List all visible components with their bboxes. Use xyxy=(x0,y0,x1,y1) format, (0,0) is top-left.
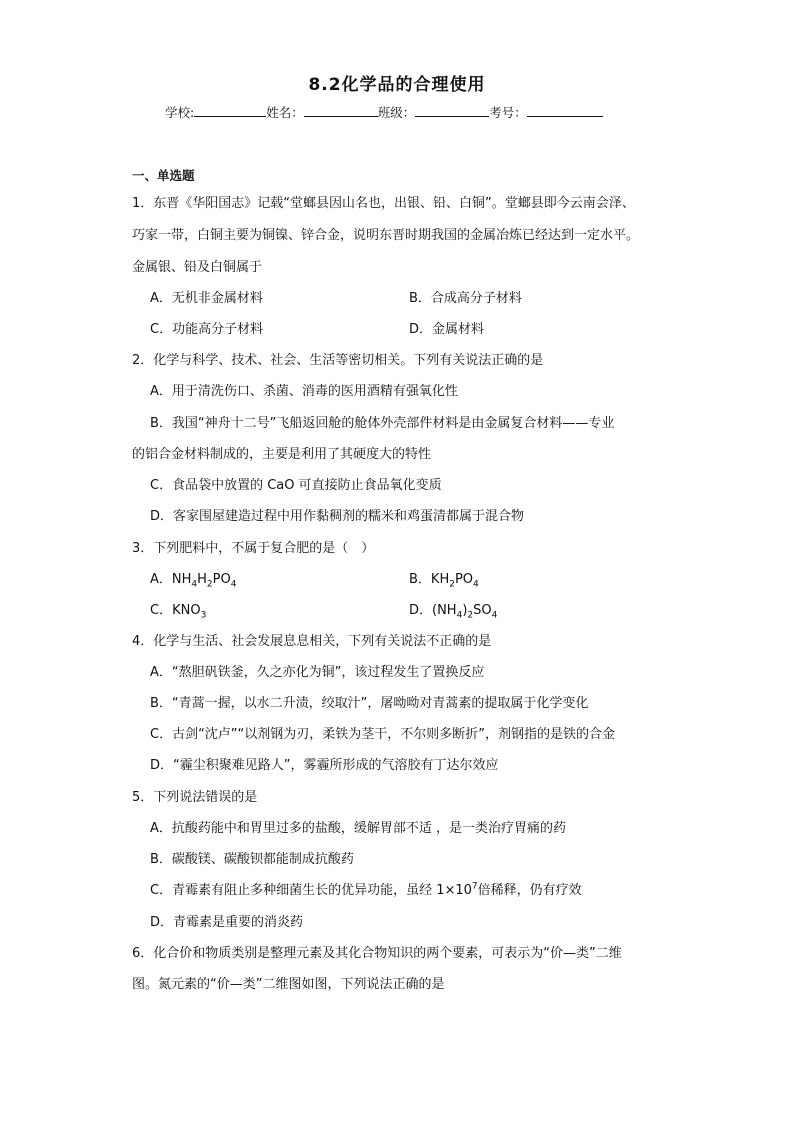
q4-option-d: D．“霾尘积聚难见路人”，雾霾所形成的气溶胶有丁达尔效应 xyxy=(150,758,499,773)
q3-stem: 3．下列肥料中，不属于复合肥的是（ ） xyxy=(132,541,375,556)
q5-option-a: A．抗酸药能中和胃里过多的盐酸，缓解胃部不适 ，是一类治疗胃痛的药 xyxy=(150,821,567,836)
q6-stem-line1: 6．化合价和物质类别是整理元素及其化合物知识的两个要素，可表示为“价—类”二维 xyxy=(132,946,622,961)
q3-option-b xyxy=(409,568,479,590)
q3-b-sub: 4 xyxy=(473,579,479,590)
q1-option-d: D．金属材料 xyxy=(409,322,485,337)
q3-b-text: B．KH xyxy=(409,572,450,587)
q5-option-d: D．青霉素是重要的消炎药 xyxy=(150,915,304,930)
q5-option-b: B．碳酸镁、碳酸钡都能制成抗酸药 xyxy=(150,852,354,867)
q4-stem: 4．化学与生活、社会发展息息相关，下列有关说法不正确的是 xyxy=(132,634,492,649)
q5-option-c xyxy=(150,879,582,898)
class-label: 班级： xyxy=(377,105,416,120)
q1-stem-line1: 1．东晋《华阳国志》记载“堂螂县因山名也，出银、铅、白铜”。堂螂县即今云南会泽、 xyxy=(132,196,635,211)
school-label: 学校: xyxy=(165,105,195,120)
school-blank xyxy=(194,104,266,117)
q3-a-text: PO xyxy=(212,572,231,587)
q2-option-b-line2: 的铝合金材料制成的，主要是利用了其硬度大的特性 xyxy=(132,447,432,462)
q1-option-a: A．无机非金属材料 xyxy=(150,291,263,306)
q5-c-sup: 7 xyxy=(471,881,478,892)
q3-option-a xyxy=(150,568,237,590)
q3-option-c xyxy=(150,599,207,621)
q5-c-text: C．青霉素有阻止多种细菌生长的优异功能，虽经 1×10 xyxy=(150,883,472,898)
q4-option-b: B．“青蒿一握，以水二升渍，绞取汁”，屠呦呦对青蒿素的提取属于化学变化 xyxy=(150,696,589,711)
q1-option-c: C．功能高分子材料 xyxy=(150,322,264,337)
class-blank xyxy=(415,104,489,117)
q2-option-b-line1: B．我国“神舟十二号”飞船返回舱的舱体外壳部件材料是由金属复合材料——专业 xyxy=(150,416,615,431)
q3-d-text: SO xyxy=(473,603,492,618)
page-title: 8.2化学品的合理使用 xyxy=(308,75,486,95)
q3-d-text: D．(NH xyxy=(409,603,457,618)
section-heading: 一、单选题 xyxy=(132,168,195,183)
q3-a-sub: 2 xyxy=(206,579,213,590)
q3-c-text: C．KNO xyxy=(150,603,201,618)
exam-no-label: 考号： xyxy=(489,105,527,120)
q2-option-c: C．食品袋中放置的 CaO 可直接防止食品氧化变质 xyxy=(150,478,442,493)
name-blank xyxy=(304,104,378,117)
q3-a-text: A．NH xyxy=(150,572,192,587)
q3-b-sub: 2 xyxy=(449,579,455,590)
q2-option-d: D．客家围屋建造过程中用作黏稠剂的糯米和鸡蛋清都属于混合物 xyxy=(150,509,525,524)
q3-c-sub: 3 xyxy=(200,610,207,621)
q3-d-text: ) xyxy=(462,603,468,618)
q6-stem-line2: 图。氮元素的“价—类”二维图如图，下列说法正确的是 xyxy=(132,977,445,992)
q2-option-a: A．用于清洗伤口、杀菌、消毒的医用酒精有强氧化性 xyxy=(150,384,458,399)
q1-option-b: B．合成高分子材料 xyxy=(409,291,522,306)
q4-option-a: A．“熬胆矾铁釜，久之亦化为铜”，该过程发生了置换反应 xyxy=(150,665,485,680)
student-info xyxy=(165,103,603,121)
q2-stem: 2．化学与科学、技术、社会、生活等密切相关。下列有关说法正确的是 xyxy=(132,353,544,368)
q3-d-sub: 4 xyxy=(456,610,463,621)
q4-option-c: C．古剑“沈卢”“以剂钢为刃，柔铁为茎干，不尔则多断折”，剂钢指的是铁的合金 xyxy=(150,727,616,742)
q1-stem-line2: 巧家一带，白铜主要为铜镍、锌合金，说明东晋时期我国的金属冶炼已经达到一定水平。 xyxy=(132,228,640,243)
q3-a-text: H xyxy=(197,572,207,587)
q3-a-sub: 4 xyxy=(230,579,237,590)
q3-d-sub: 2 xyxy=(467,610,474,621)
q5-stem: 5．下列说法错误的是 xyxy=(132,790,258,805)
q3-b-text: PO xyxy=(454,572,474,587)
q5-c-text: 倍稀释，仍有疗效 xyxy=(477,883,582,898)
name-label: 姓名： xyxy=(266,105,304,120)
q3-option-d xyxy=(409,599,498,621)
q1-stem-line3: 金属银、铅及白铜属于 xyxy=(132,260,263,275)
exam-no-blank xyxy=(527,104,603,117)
q3-a-sub: 4 xyxy=(191,579,198,590)
q3-d-sub: 4 xyxy=(491,610,498,621)
